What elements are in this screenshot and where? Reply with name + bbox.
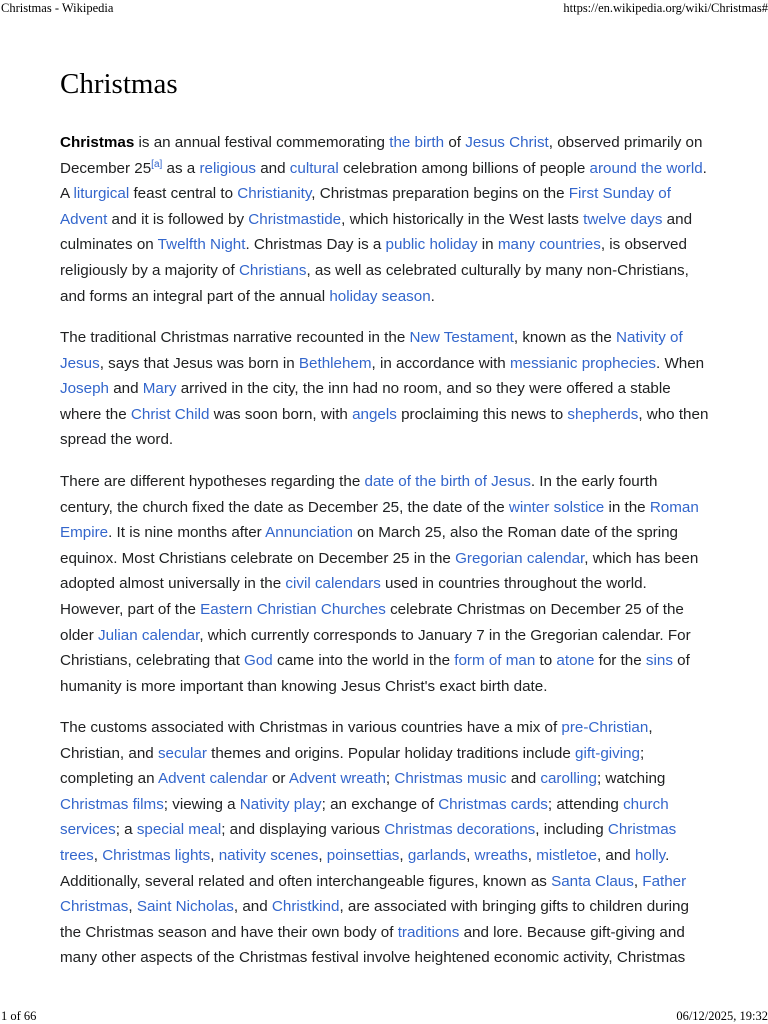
article-link[interactable]: Roman Empire (60, 498, 699, 542)
paragraph-intro (60, 130, 710, 309)
article-link[interactable]: Saint Nicholas (136, 898, 234, 916)
text-run: in the (604, 498, 650, 516)
text-run: came into the world in the (272, 652, 455, 670)
text-run: ; (385, 770, 395, 788)
text-run: and culminates on (60, 210, 693, 254)
text-run: ; attending (547, 795, 624, 813)
article-link[interactable]: Christmastide (248, 210, 342, 228)
footnote-link[interactable]: [a] (151, 158, 163, 170)
print-header (0, 0, 768, 16)
text-run: ; completing an (60, 744, 645, 788)
text-run: ; watching (596, 770, 666, 788)
text-run: , in accordance with (371, 354, 510, 372)
article-link[interactable]: Mary (142, 380, 177, 398)
article-link[interactable]: Advent wreath (288, 770, 386, 788)
text-run: or (267, 770, 289, 788)
page-tab-title: Christmas - Wikipedia (1, 1, 114, 15)
article-link[interactable]: the birth (389, 134, 445, 151)
article-link[interactable]: Eastern Christian Churches (200, 600, 386, 618)
article-link[interactable]: Gregorian calendar (455, 549, 585, 567)
article-link[interactable]: Father Christmas (60, 872, 687, 916)
article-link[interactable]: wreaths (474, 846, 528, 864)
article-link[interactable]: church services (60, 795, 669, 839)
text-run: of humanity is more important than knowing Jesus Christ's exact birth date. (60, 652, 690, 695)
article-link[interactable]: date of the birth of Jesus (364, 473, 531, 490)
text-run: , as well as celebrated culturally by many non-Christians, and forms an integral part of the annual (60, 261, 689, 305)
article-link[interactable]: Christians (238, 261, 307, 279)
text-run: ; and displaying various (221, 821, 385, 839)
article-link[interactable]: garlands (407, 846, 467, 864)
article-link[interactable]: gift-giving (575, 744, 640, 762)
article-link[interactable]: sins (645, 652, 673, 670)
article-link[interactable]: Christkind (271, 898, 340, 916)
text-run: , says that Jesus was born in (99, 354, 299, 372)
text-run: , (633, 872, 643, 890)
text-run: themes and origins. Popular holiday traditions include (206, 744, 575, 762)
text-run: , is observed religiously by a majority of (60, 236, 687, 279)
text-run: celebrate Christmas on December 25 of the older (60, 600, 684, 644)
article-link[interactable]: Christianity (237, 185, 312, 203)
text-run: arrived in the city, the inn had no room, and so they were offered a stable where the (60, 380, 671, 423)
article-link[interactable]: Christmas trees (60, 821, 677, 864)
text-run: There are different hypotheses regarding the (60, 473, 365, 490)
article-link[interactable]: New Testament (409, 329, 514, 346)
text-run: , which has been adopted almost universally in the (60, 549, 699, 593)
article-link[interactable]: cultural (289, 159, 339, 177)
text-run: on March 25, also the Roman date of the spring equinox. Most Christians celebrate on December 25 in the (60, 524, 678, 567)
paragraph-narrative (60, 325, 710, 453)
article-body (60, 130, 710, 975)
text-run: , (128, 898, 137, 916)
article-link[interactable]: Twelfth Night (157, 236, 246, 254)
text-run: , (318, 846, 327, 864)
article-link[interactable]: Advent calendar (157, 770, 268, 788)
article-link[interactable]: nativity scenes (218, 846, 319, 864)
text-run: . When (656, 354, 705, 372)
text-run: , are associated with bringing gifts to children during the Christmas season and have their own body of (60, 898, 689, 941)
text-run: . It is nine months after (108, 524, 266, 542)
text-run: . Additionally, several related and often interchangeable figures, known as (60, 846, 670, 890)
text-run: , including (535, 821, 608, 839)
article-link[interactable]: Christmas films (60, 795, 164, 813)
text-run: , and (596, 846, 635, 864)
article-link[interactable]: Christmas decorations (384, 821, 536, 839)
text-run: of (444, 134, 466, 151)
page-indicator: 1 of 66 (1, 1009, 37, 1023)
article-link[interactable]: Christmas cards (438, 795, 548, 813)
article-link[interactable]: God (244, 652, 273, 670)
article-link[interactable]: liturgical (73, 185, 130, 203)
article-link[interactable]: Julian calendar (98, 626, 200, 644)
article-link[interactable]: Santa Claus (551, 872, 634, 890)
text-run: , (466, 846, 475, 864)
article-link[interactable]: Joseph (60, 380, 109, 398)
text-run: , (399, 846, 408, 864)
text-run: ; a (115, 821, 137, 839)
text-run: as a (162, 159, 200, 177)
text-run: used in countries throughout the world. However, part of the (60, 575, 647, 618)
text-run: The customs associated with Christmas in various countries have a mix of (60, 719, 562, 736)
text-run: , Christian, and (60, 719, 653, 762)
text-run: , Christmas preparation begins on the (311, 185, 569, 203)
article-link[interactable]: angels (352, 405, 397, 423)
text-run: and it is followed by (107, 210, 249, 228)
text-run: . (430, 287, 435, 305)
article-link[interactable]: traditions (397, 923, 460, 941)
text-run: , which currently corresponds to January 7 in the Gregorian calendar. For Christians, celebrating that (60, 626, 691, 670)
article-link[interactable]: holiday season (329, 287, 431, 305)
text-run: ; viewing a (163, 795, 240, 813)
article-link[interactable]: Annunciation (265, 524, 353, 542)
article-link[interactable]: carolling (540, 770, 597, 788)
article-link[interactable]: First Sunday of Advent (60, 185, 671, 228)
text-run: , (93, 846, 103, 864)
article-subject-bold: Christmas (60, 134, 135, 151)
article-link[interactable]: winter solstice (508, 498, 605, 516)
text-run: proclaiming this news to (396, 405, 568, 423)
text-run: in (477, 236, 498, 254)
text-run: for the (594, 652, 646, 670)
article-link[interactable]: public holiday (385, 236, 478, 254)
text-run: , (527, 846, 537, 864)
text-run: , observed primarily on December 25 (60, 134, 703, 177)
article-link[interactable]: mistletoe (536, 846, 597, 864)
text-run: and (108, 380, 143, 398)
text-run: is an annual festival commemorating (134, 134, 390, 151)
page-title: Christmas (60, 68, 178, 100)
print-footer (0, 1008, 768, 1024)
text-run: celebration among billions of people (338, 159, 590, 177)
article-link[interactable]: Nativity play (239, 795, 322, 813)
article-link[interactable]: many countries (497, 236, 601, 254)
text-run: The traditional Christmas narrative recounted in the (60, 329, 410, 346)
article-link[interactable]: around the world (589, 159, 703, 177)
text-run: and (256, 159, 290, 177)
text-run: was soon born, with (209, 405, 353, 423)
text-run: , who then spread the word. (60, 405, 709, 449)
article-link[interactable]: pre-Christian (561, 719, 649, 736)
page-url[interactable]: https://en.wikipedia.org/wiki/Christmas# (563, 1, 768, 15)
article-link[interactable]: form of man (454, 652, 536, 670)
text-run: ; an exchange of (321, 795, 439, 813)
text-run: . Christmas Day is a (245, 236, 386, 254)
article-link[interactable]: Nativity of Jesus (60, 329, 683, 372)
article-link[interactable]: civil calendars (285, 575, 381, 593)
text-run: , known as the (513, 329, 617, 346)
text-run: , (210, 846, 219, 864)
article-link[interactable]: shepherds (567, 405, 639, 423)
paragraph-date (60, 469, 710, 699)
article-link[interactable]: Bethlehem (298, 354, 372, 372)
print-datetime: 06/12/2025, 19:32 (676, 1009, 768, 1023)
text-run: , and (233, 898, 272, 916)
article-link[interactable]: twelve days (583, 210, 663, 228)
article-link[interactable]: holly (634, 846, 666, 864)
text-run: , which historically in the West lasts (341, 210, 584, 228)
paragraph-customs (60, 715, 710, 975)
text-run: to (535, 652, 557, 670)
text-run: and (506, 770, 541, 788)
article-link[interactable]: secular (157, 744, 207, 762)
article-link[interactable]: messianic prophecies (509, 354, 657, 372)
article-link[interactable]: poinsettias (326, 846, 400, 864)
article-link[interactable]: Christmas lights (102, 846, 211, 864)
article-link[interactable]: Christ Child (130, 405, 210, 423)
article-link[interactable]: special meal (136, 821, 222, 839)
article-link[interactable]: religious (199, 159, 257, 177)
text-run: . A (60, 159, 707, 203)
text-run: and lore. Because gift-giving and many other aspects of the Christmas festival involve heightened economic activity, Christmas (60, 923, 686, 967)
article-link[interactable]: atone (556, 652, 595, 670)
text-run: feast central to (129, 185, 238, 203)
article-link[interactable]: Christmas music (394, 770, 507, 788)
text-run: . In the early fourth century, the church fixed the date as December 25, the date of the (60, 473, 658, 516)
article-link[interactable]: Jesus Christ (465, 134, 549, 151)
